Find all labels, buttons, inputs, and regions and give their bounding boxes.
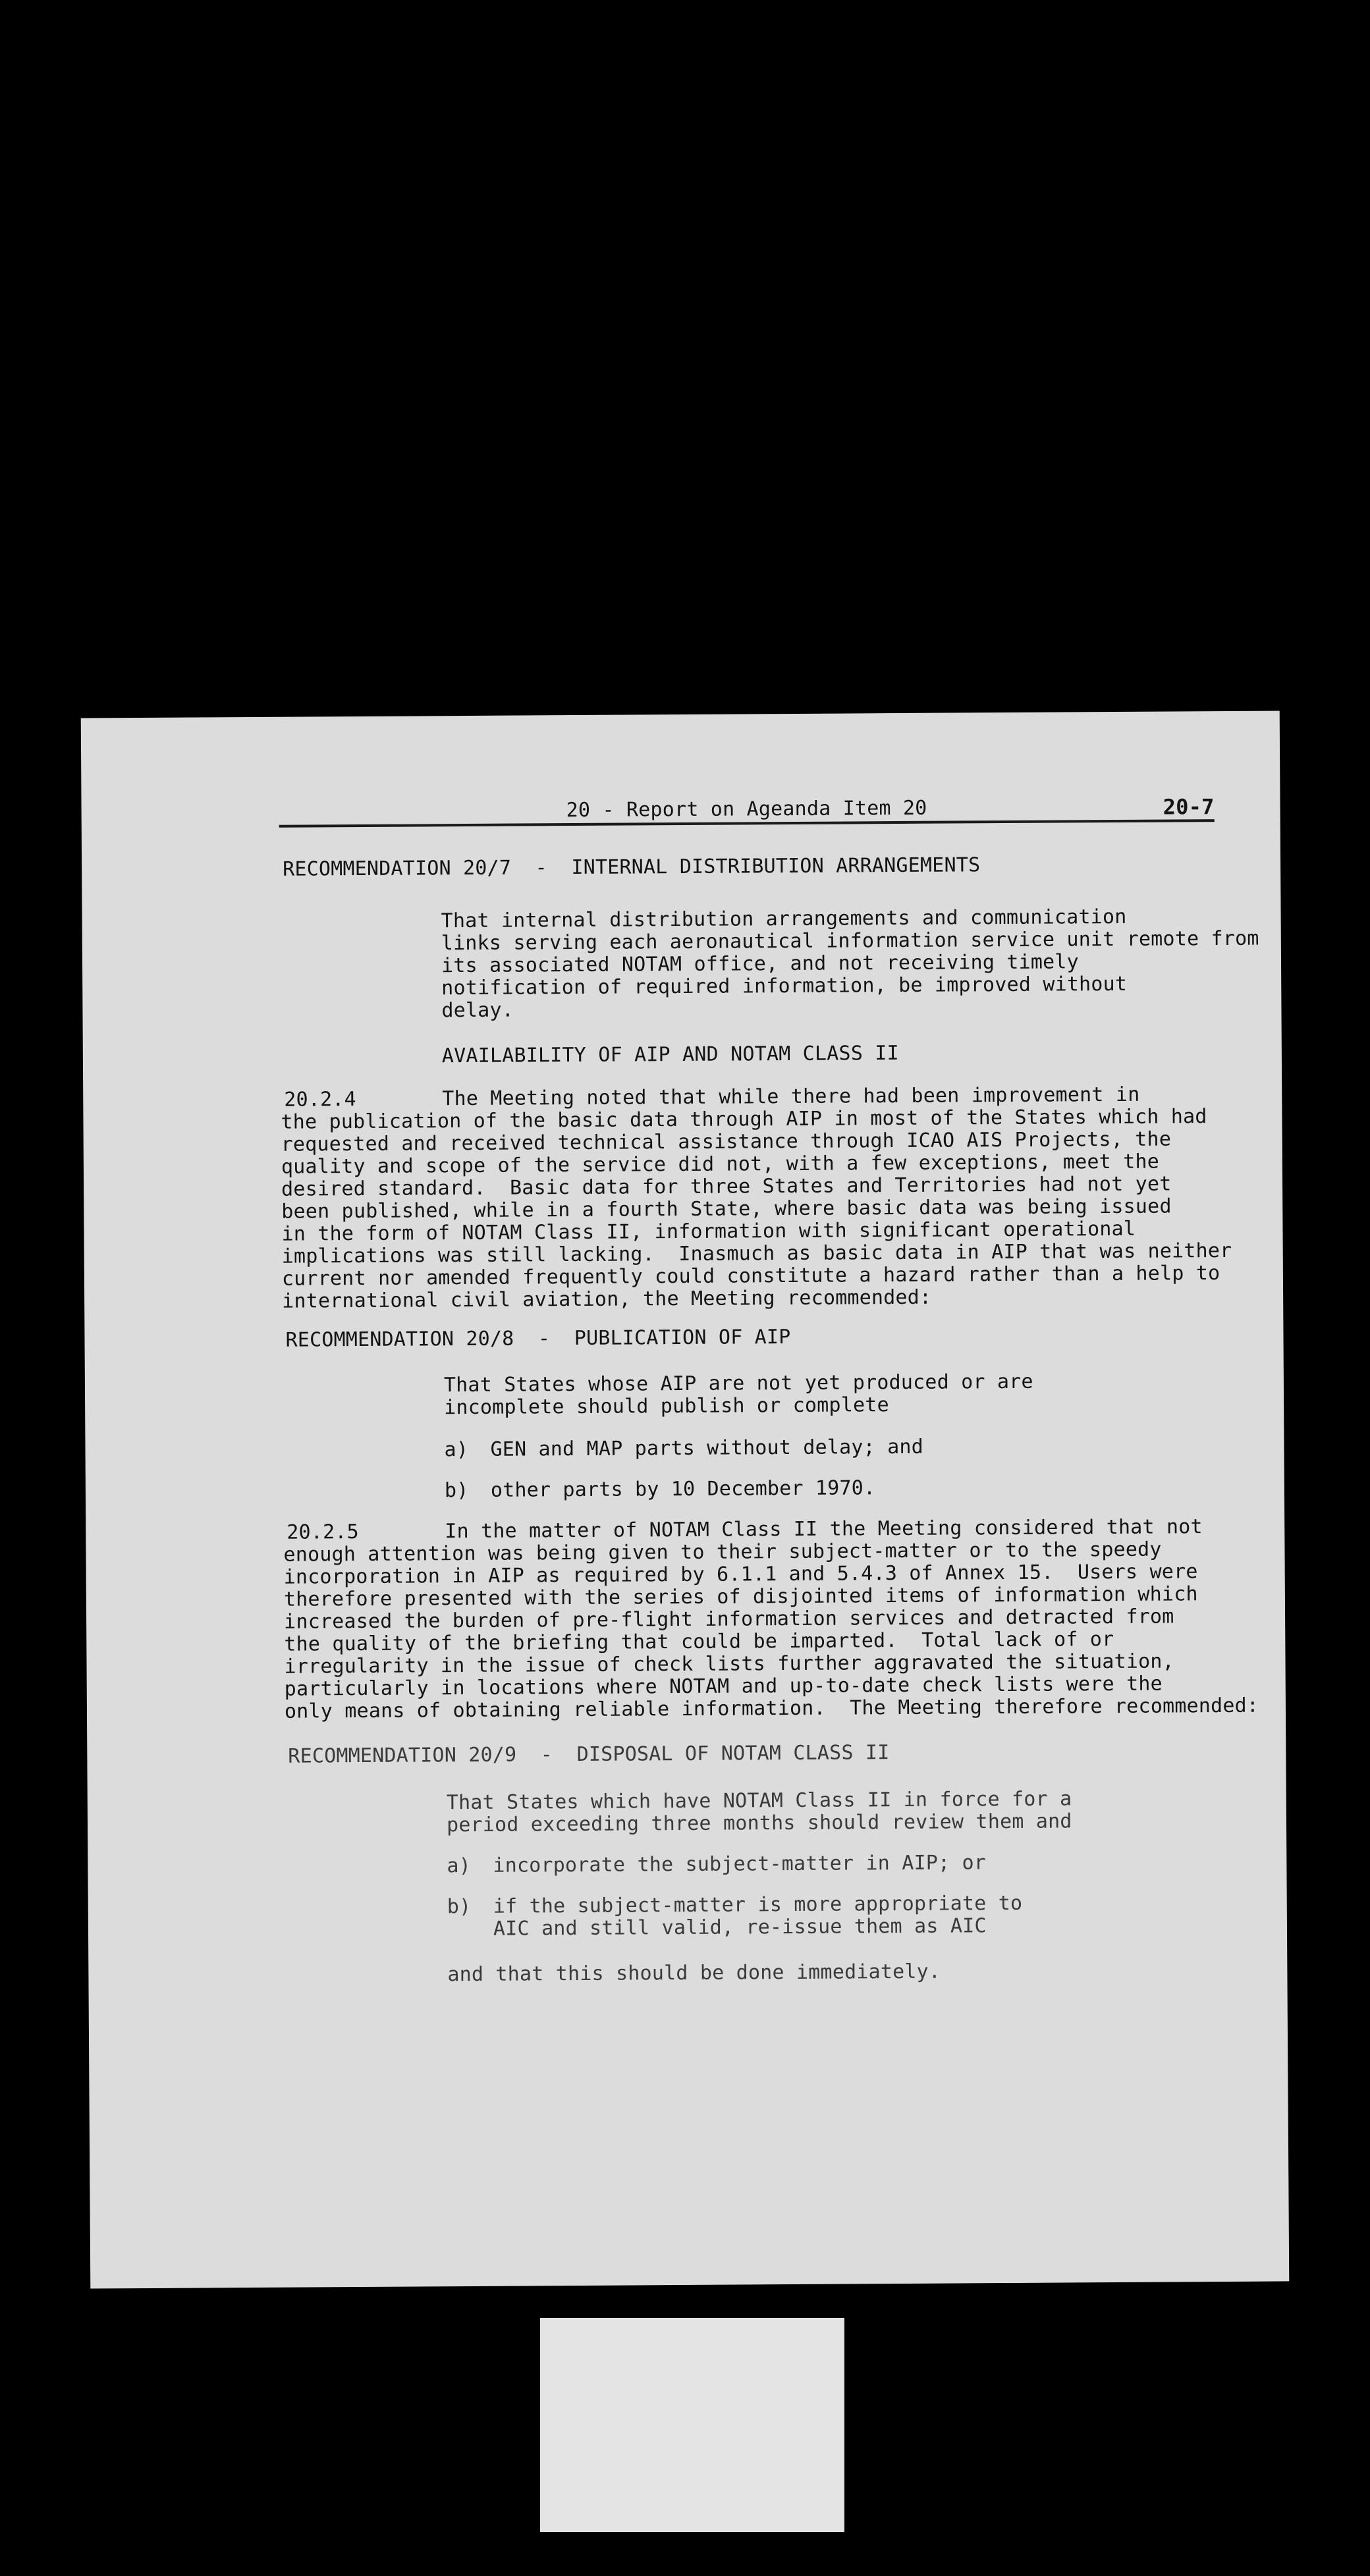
rec-20-9-item-a-text: incorporate the subject-matter in AIP; or xyxy=(493,1851,987,1877)
para-20-2-4-number: 20.2.4 xyxy=(284,1088,356,1112)
rec-20-8-item-b-text: other parts by 10 December 1970. xyxy=(490,1476,876,1502)
para-20-2-4-line-7: in the form of NOTAM Class II, information with significant operational xyxy=(281,1217,1136,1246)
rec-20-9-heading: RECOMMENDATION 20/9 - DISPOSAL OF NOTAM CLASS II xyxy=(288,1741,890,1768)
header-title: 20 - Report on Ageanda Item 20 xyxy=(566,796,927,822)
rec-20-9-intro-2: period exceeding three months should review them and xyxy=(446,1810,1072,1837)
para-20-2-5-line-3: incorporation in AIP as required by 6.1.1 and 5.4.3 of Annex 15. Users were xyxy=(283,1560,1198,1589)
section-heading: AVAILABILITY OF AIP AND NOTAM CLASS II xyxy=(441,1042,899,1068)
para-20-2-5-line-6: the quality of the briefing that could be imparted. Total lack of or xyxy=(284,1628,1114,1656)
rec-20-9-item-b-label: b) xyxy=(447,1894,472,1919)
rec-20-8-item-a-label: a) xyxy=(444,1438,469,1462)
para-20-2-5-line-5: increased the burden of pre-flight information services and detracted from xyxy=(284,1605,1174,1634)
para-20-2-5-line-7: irregularity in the issue of check lists further aggravated the situation, xyxy=(284,1650,1174,1678)
rec-20-9-item-b-text: if the subject-matter is more appropriate to AIC and still valid, re-issue them as AIC xyxy=(493,1891,1023,1941)
rec-20-9-item-a-label: a) xyxy=(447,1854,472,1878)
para-20-2-5-line-2: enough attention was being given to their subject-matter or to the speedy xyxy=(283,1538,1162,1567)
para-20-2-5-line-8: particularly in locations where NOTAM and up-to-date check lists were the xyxy=(284,1672,1163,1701)
para-20-2-5-line-9: only means of obtaining reliable information. The Meeting therefore recommended: xyxy=(284,1694,1259,1723)
page-number: 20-7 xyxy=(1163,794,1215,820)
rec-20-7-line-4: notification of required information, be improved without xyxy=(441,972,1128,1000)
rec-20-7-line-1: That internal distribution arrangements and communication xyxy=(441,905,1127,933)
document-page xyxy=(81,711,1290,2288)
para-20-2-5-line-4: therefore presented with the series of disjointed items of information which xyxy=(283,1582,1198,1611)
para-20-2-4-line-10: international civil aviation, the Meeting recommended: xyxy=(282,1285,932,1313)
para-20-2-4-line-4: quality and scope of the service did not, with a few exceptions, meet the xyxy=(281,1150,1160,1179)
rec-20-9-closing: and that this should be done immediately. xyxy=(447,1960,941,1987)
rec-20-9-intro-1: That States which have NOTAM Class II in force for a xyxy=(446,1787,1072,1815)
para-20-2-4-line-3: requested and received technical assistance through ICAO AIS Projects, the xyxy=(281,1127,1172,1156)
rec-20-7-heading: RECOMMENDATION 20/7 - INTERNAL DISTRIBUTION ARRANGEMENTS xyxy=(283,853,981,881)
rec-20-7-line-3: its associated NOTAM office, and not receiving timely xyxy=(441,950,1080,978)
rec-20-8-item-a-text: GEN and MAP parts without delay; and xyxy=(490,1435,924,1461)
para-20-2-4-line-8: implications was still lacking. Inasmuch as basic data in AIP that was neither xyxy=(281,1239,1232,1268)
rec-20-8-intro-1: That States whose AIP are not yet produced or are xyxy=(443,1370,1033,1397)
rec-20-7-line-2: links serving each aeronautical information service unit remote from xyxy=(441,926,1259,955)
page-content xyxy=(81,711,1290,2288)
rec-20-8-item-b-label: b) xyxy=(444,1479,469,1503)
rec-20-8-heading: RECOMMENDATION 20/8 - PUBLICATION OF AIP xyxy=(285,1326,791,1352)
para-20-2-4-line-1: The Meeting noted that while there had been improvement in xyxy=(442,1083,1140,1111)
rec-20-7-line-5: delay. xyxy=(441,998,514,1023)
para-20-2-4-line-6: been published, while in a fourth State, where basic data was being issued xyxy=(281,1194,1172,1223)
blank-card xyxy=(540,2318,844,2532)
rec-20-8-intro-2: incomplete should publish or complete xyxy=(444,1393,889,1420)
para-20-2-5-number: 20.2.5 xyxy=(287,1520,359,1544)
page-header xyxy=(279,795,1215,832)
para-20-2-5-line-1: In the matter of NOTAM Class II the Meeting considered that not xyxy=(445,1515,1203,1543)
para-20-2-4-line-2: the publication of the basic data through AIP in most of the States which had xyxy=(281,1105,1207,1134)
para-20-2-4-line-9: current nor amended frequently could constitute a hazard rather than a help to xyxy=(281,1262,1220,1291)
para-20-2-4-line-5: desired standard. Basic data for three States and Territories had not yet xyxy=(281,1172,1172,1201)
